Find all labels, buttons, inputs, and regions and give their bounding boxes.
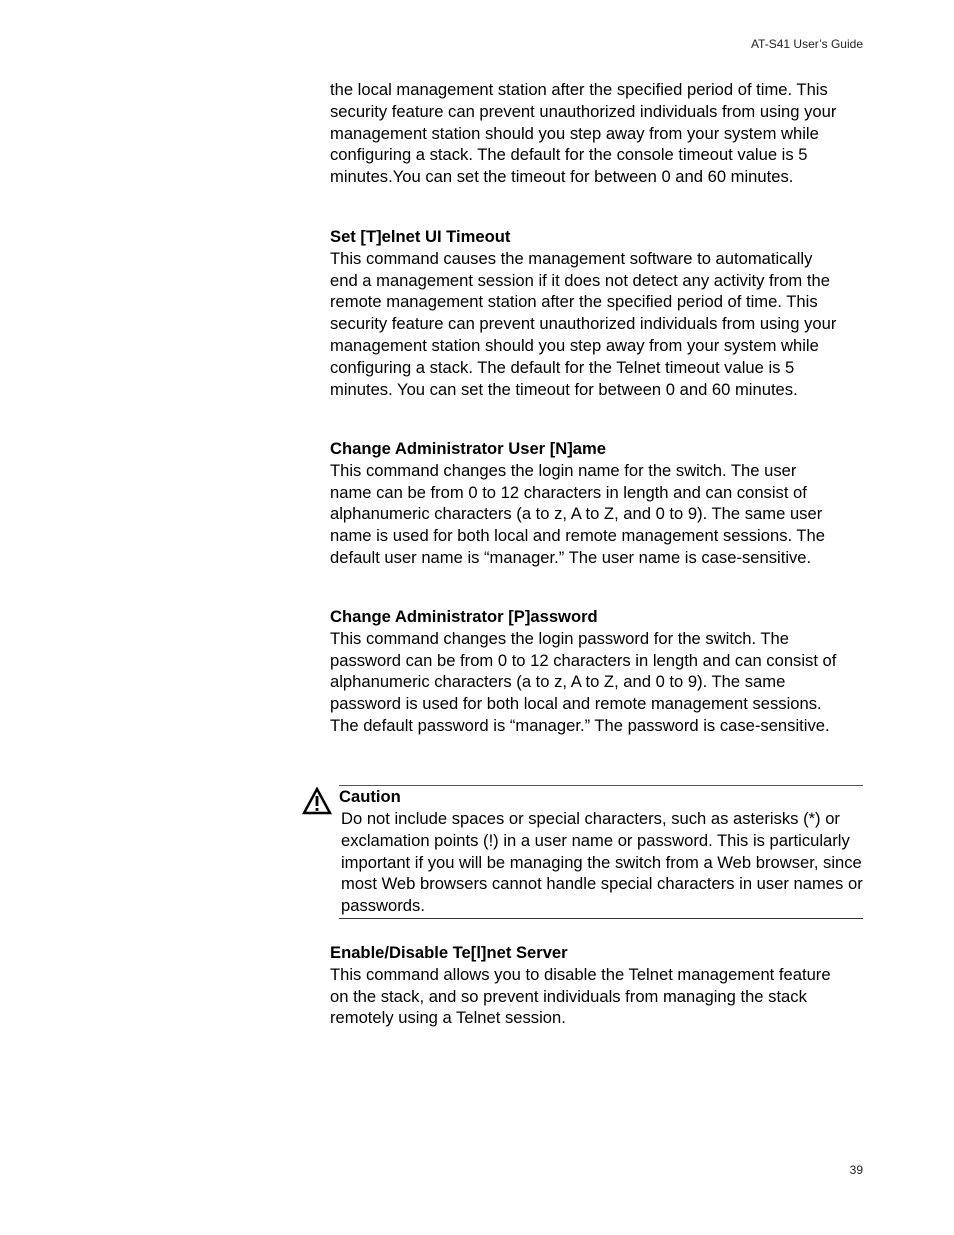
caution-text: Do not include spaces or special characters, such as asterisks (*) or exclamation points (!) in a user name or password. This is particularly important if you will be managing the switch from a Web browser, since most Web browsers cannot handle special characters in user names or passwords.	[341, 809, 863, 916]
section-text: This command allows you to disable the Telnet management feature on the stack, and so prevent individuals from managing the stack remotely using a Telnet session.	[330, 964, 831, 1028]
intro-text: the local management station after the specified period of time. This security feature can prevent unauthorized individuals from using your management station should you step away from your system while configuring a stack. The default for the console timeout value is 5 minutes.You can set the timeout for between 0 and 60 minutes.	[330, 80, 837, 187]
intro-paragraph	[330, 79, 840, 188]
section-telnet-server	[330, 942, 840, 1029]
caution-top-rule	[339, 785, 863, 786]
section-telnet-timeout	[330, 226, 840, 400]
caution-bottom-rule	[339, 918, 863, 919]
page-number: 39	[849, 1163, 863, 1177]
running-header: AT-S41 User’s Guide	[750, 37, 863, 51]
section-admin-password	[330, 606, 840, 737]
section-text: This command changes the login name for the switch. The user name can be from 0 to 12 characters in length and can consist of alphanumeric characters (a to z, A to Z, and 0 to 9). The same user name is used for both local and remote management sessions. The default user name is “manager.” The user name is case-sensitive.	[330, 460, 826, 567]
section-heading: Change Administrator [P]assword	[330, 607, 598, 626]
warning-triangle-icon	[302, 787, 332, 815]
section-admin-user-name	[330, 438, 840, 569]
section-text: This command causes the management software to automatically end a management session if it does not detect any activity from the remote management station after the specified period of time. This security feature can prevent unauthorized individuals from using your management station should you step away from your system while configuring a stack. The default for the Telnet timeout value is 5 minutes. You can set the timeout for between 0 and 60 minutes.	[330, 248, 837, 399]
caution-title: Caution	[339, 787, 401, 806]
section-heading: Change Administrator User [N]ame	[330, 439, 607, 458]
section-heading: Set [T]elnet UI Timeout	[330, 227, 511, 246]
section-heading: Enable/Disable Te[l]net Server	[330, 943, 568, 962]
section-text: This command changes the login password for the switch. The password can be from 0 to 12 characters in length and can consist of alphanumeric characters (a to z, A to Z, and 0 to 9). The same password is used for both local and remote management sessions. The default password is “manager.” The password is case-sensitive.	[330, 628, 837, 735]
